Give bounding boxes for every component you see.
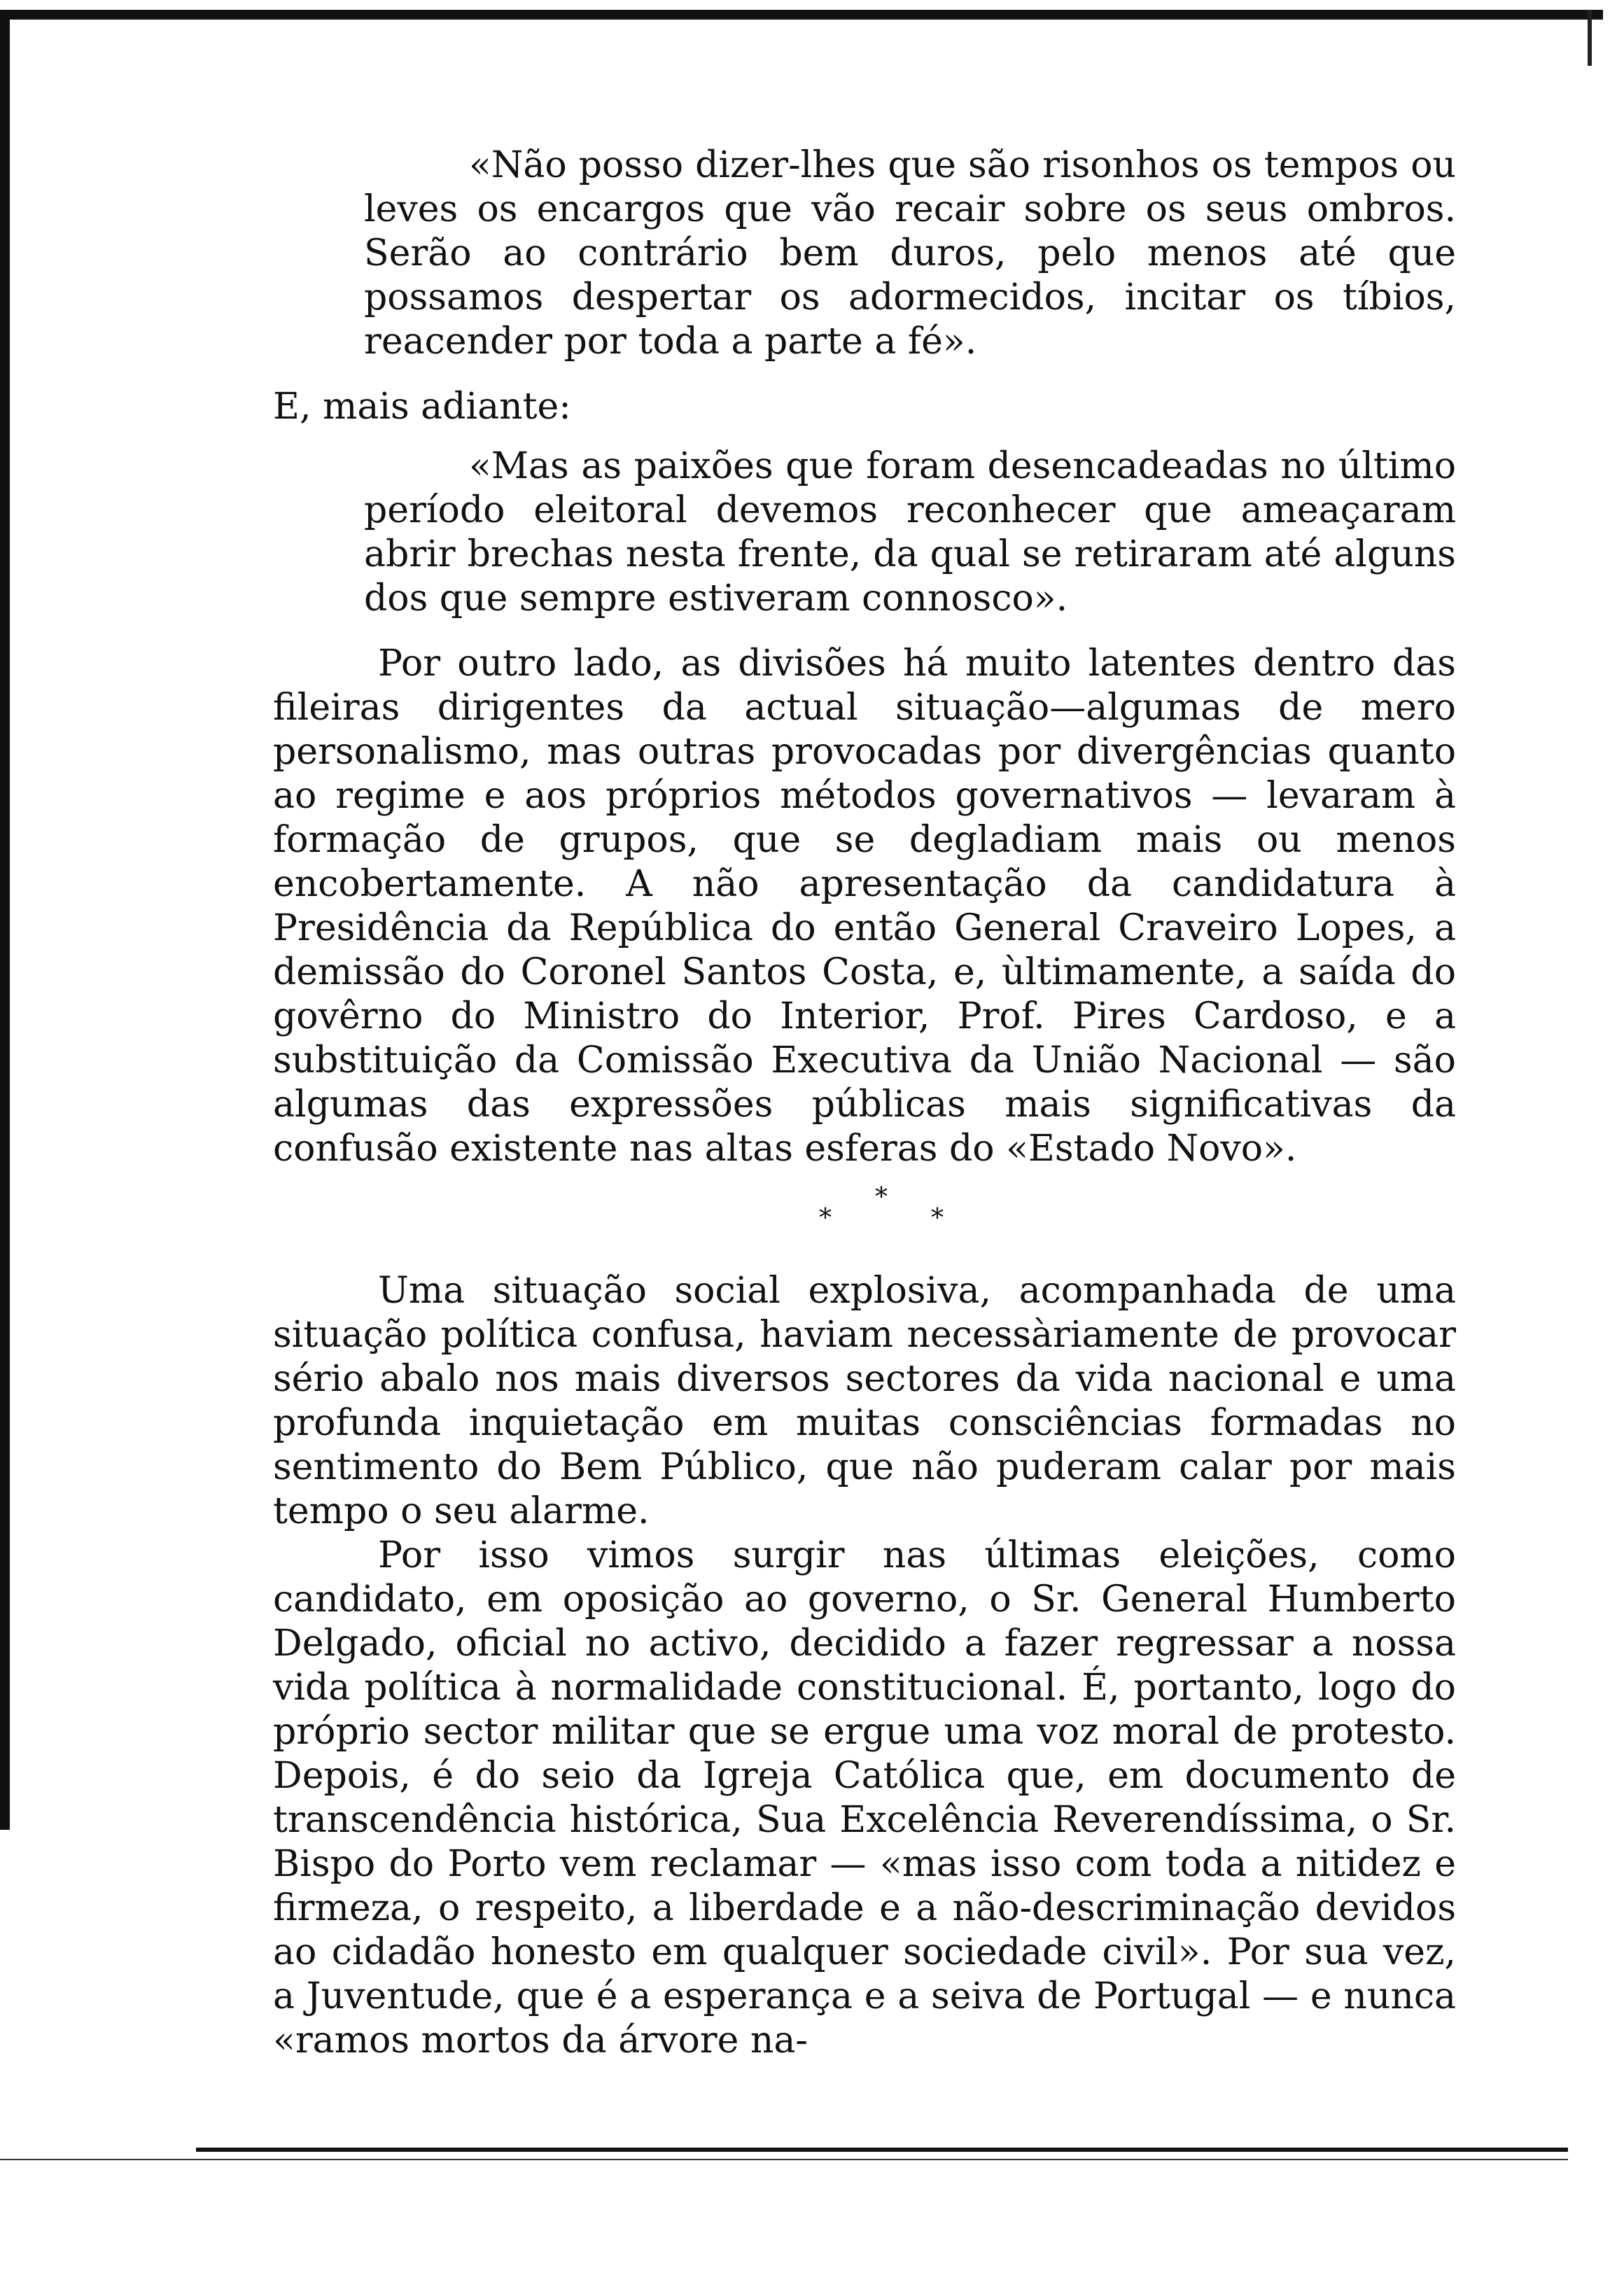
separator-asterisk-left: * [819, 1204, 832, 1233]
quote-paragraph-1: «Não posso dizer-lhes que são risonhos os tempos ou leves os encargos que vão recair sobre os seus ombros. Serão ao contrário bem duros, pelo menos até que possamos despertar os adormecidos, incitar os tíbios, reacender por toda a parte a fé». [364, 144, 1456, 363]
divisions-paragraph: Por outro lado, as divisões há muito latentes dentro das fileiras dirigentes da actual situação—algumas de mero personalismo, mas outras provocadas por divergências quanto ao regime e aos próprios métodos governativos — levaram à formação de grupos, que se degladiam mais ou menos encobertamente. A não apresentação da candidatura à Presidência da República do então General Craveiro Lopes, a demissão do Coronel Santos Costa, e, ùltimamente, a saída do govêrno do Ministro do Interior, Prof. Pires Cardoso, e a substituição da Comissão Executiva da União Nacional — são algumas das expressões públicas mais significativas da confusão existente nas altas esferas do «Estado Novo». [273, 643, 1456, 1170]
separator-asterisk-right: * [931, 1204, 944, 1233]
situation-paragraph: Uma situação social explosiva, acompanhada de uma situação política confusa, haviam necessàriamente de provocar sério abalo nos mais diversos sectores da vida nacional e uma profunda inquietação em muitas consciências formadas no sentimento do Bem Público, que não puderam calar por mais tempo o seu alarme. [273, 1270, 1456, 1532]
scan-border-left [0, 10, 10, 1830]
transition-line: E, mais adiante: [273, 386, 571, 428]
section-separator [273, 1185, 1456, 1241]
scan-line-bottom [0, 2159, 1568, 2160]
scan-border-top [0, 10, 1603, 20]
elections-paragraph: Por isso vimos surgir nas últimas eleições, como candidato, em oposição ao governo, o Sr. General Humberto Delgado, oficial no activo, decidido a fazer regressar a nossa vida política à normalidade constitucional. É, portanto, logo do próprio sector militar que se ergue uma voz moral de protesto. Depois, é do seio da Igreja Católica que, em documento de transcendência histórica, Sua Excelência Reverendíssima, o Sr. Bispo do Porto vem reclamar — «mas isso com toda a nitidez e firmeza, o respeito, a liberdade e a não-descriminação devidos ao cidadão honesto em qualquer sociedade civil». Por sua vez, a Juventude, que é a esperança e a seiva de Portugal — e nunca «ramos mortos da árvore na- [273, 1534, 1456, 2062]
quote-paragraph-2: «Mas as paixões que foram desencadeadas no último período eleitoral devemos reconhecer que ameaçaram abrir brechas nesta frente, da qual se retiraram até alguns dos que sempre estiveram connosco». [364, 445, 1456, 620]
separator-asterisk-top: * [875, 1183, 888, 1212]
scan-border-bottom [196, 2148, 1568, 2152]
scan-mark-right [1588, 10, 1592, 66]
document-body [273, 144, 1456, 2063]
